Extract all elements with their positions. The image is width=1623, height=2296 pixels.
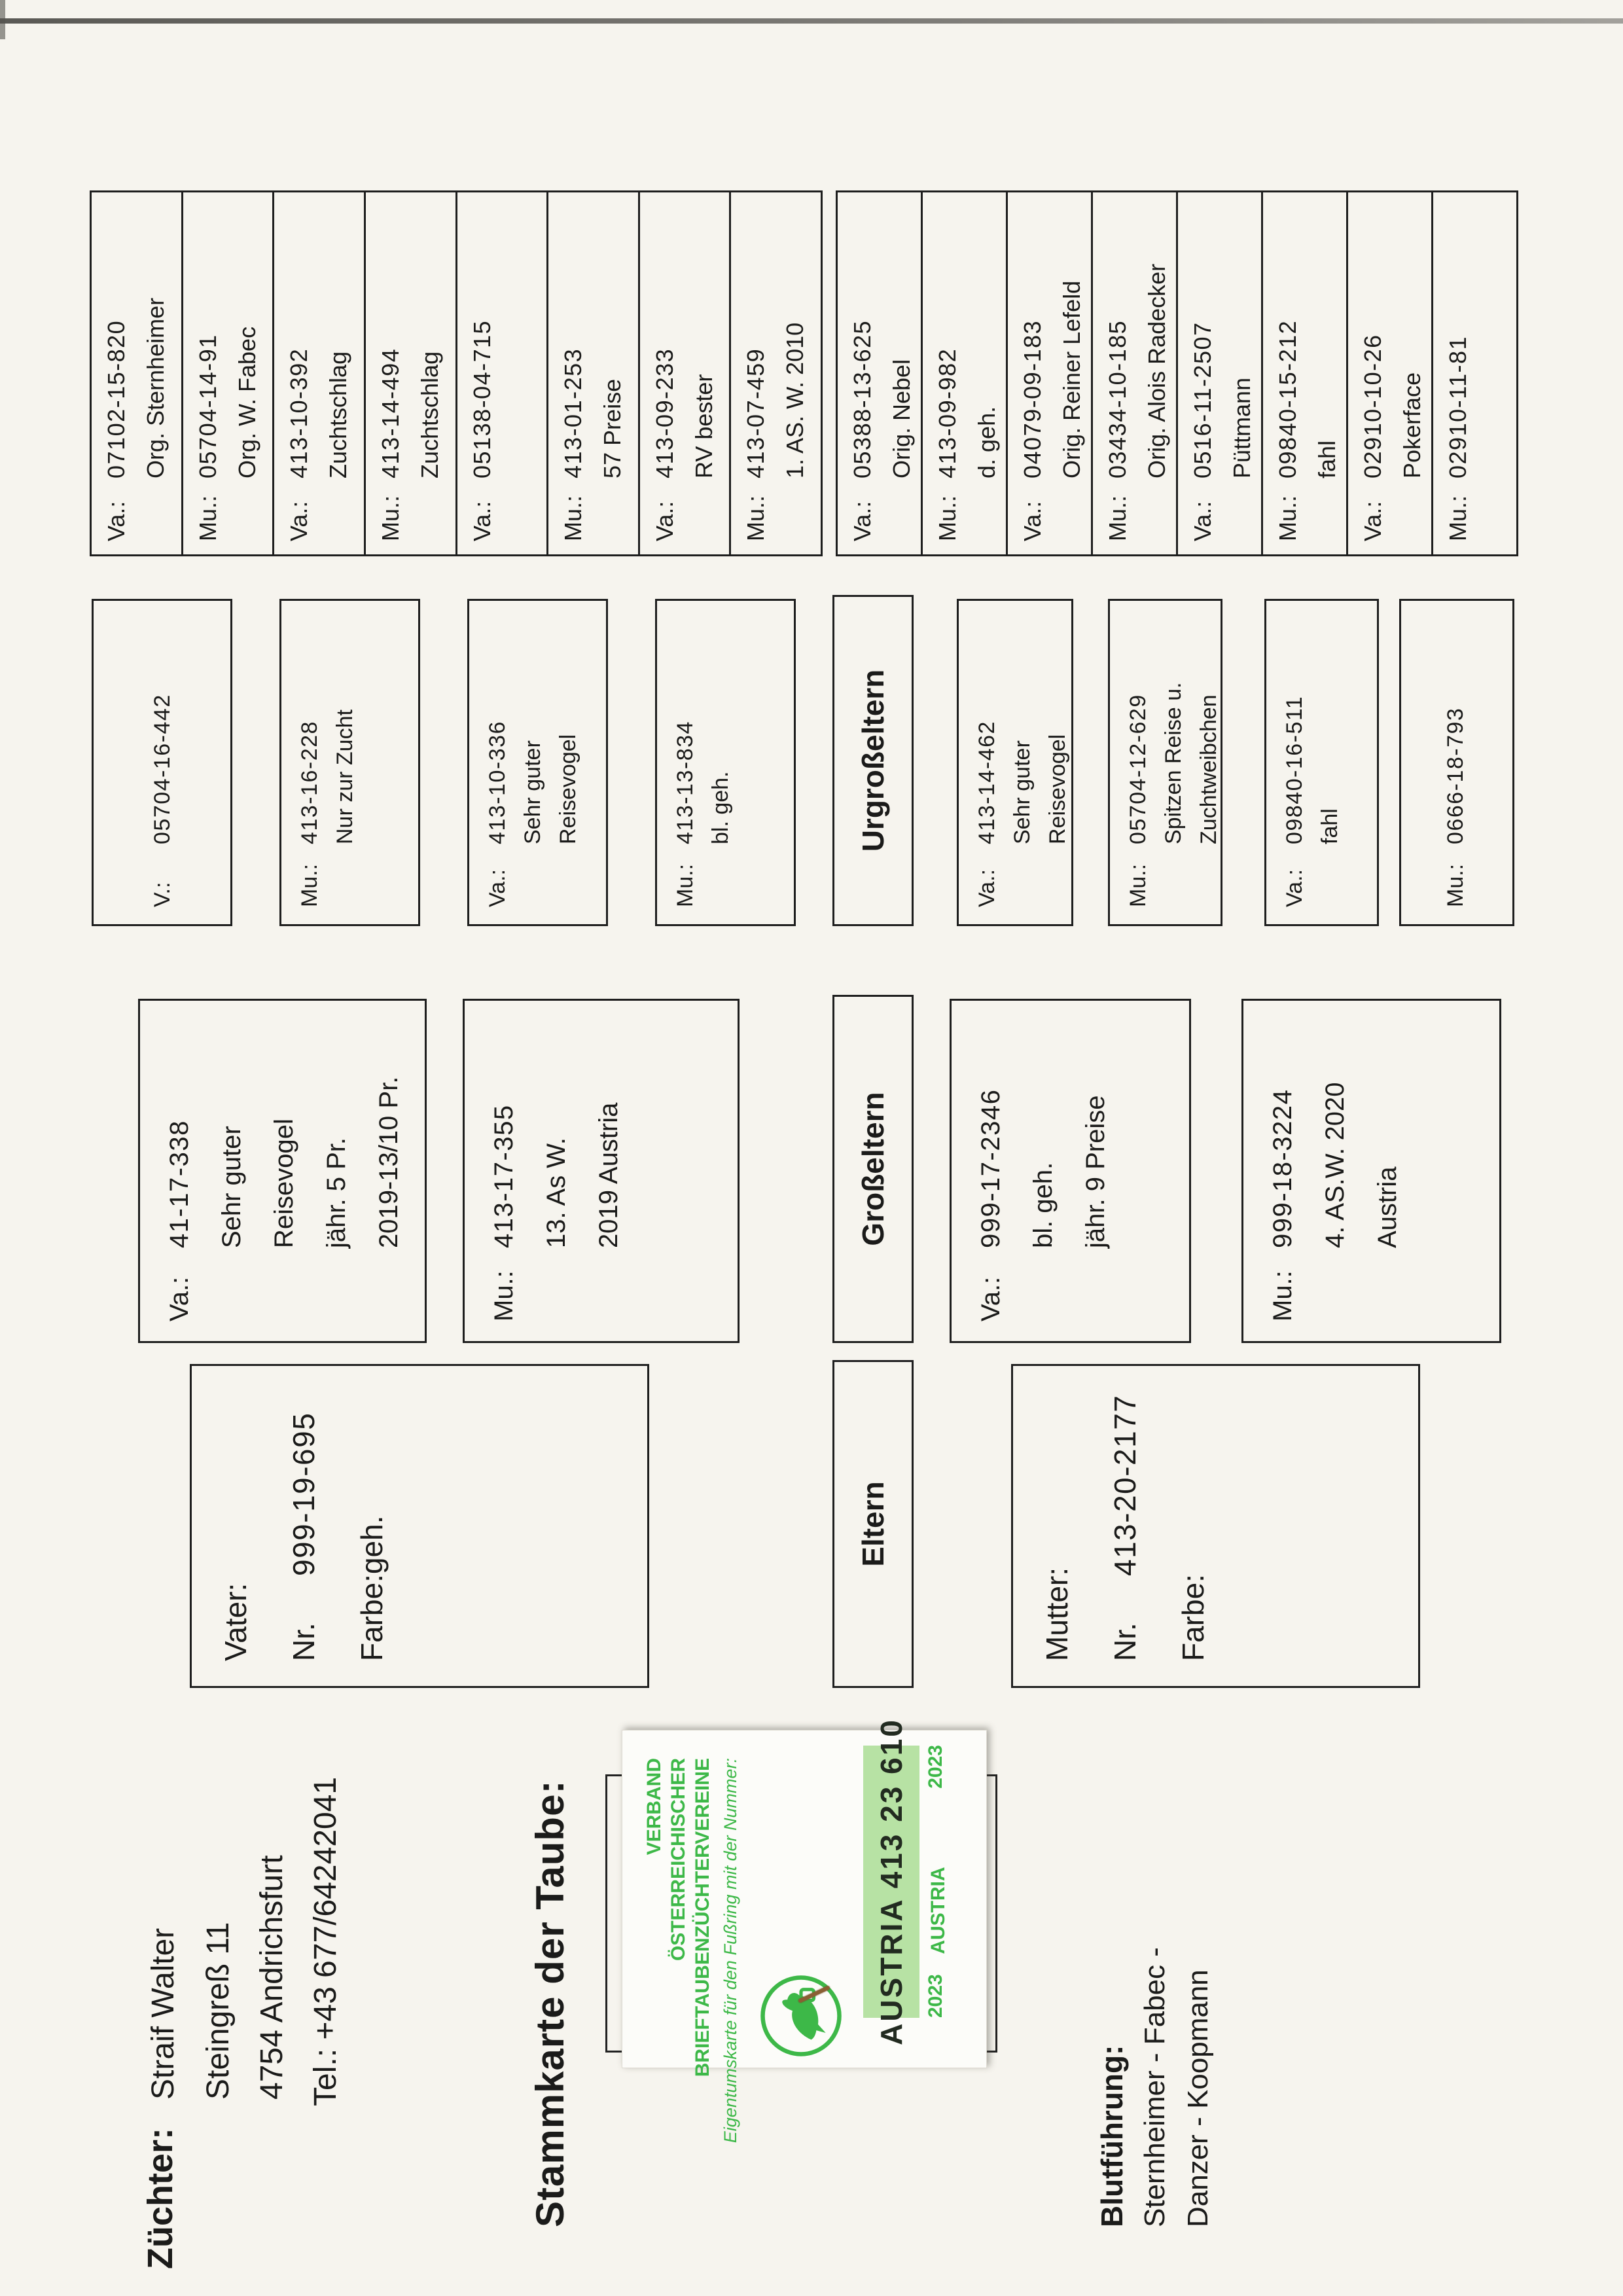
breeder-city: 4754 Andrichsfurt [255, 1855, 289, 2100]
pedigree-entry-number-line [554, 192, 593, 541]
pedigree-entry-number-line [1353, 192, 1393, 541]
great-great-grandparents-box-bottom [836, 190, 1518, 556]
parent-role-label: Mu.: [1104, 495, 1131, 541]
card-subtitle: Eigentumskarte für den Fußring mit der Nummer: [721, 1758, 740, 2144]
pedigree-entry-description: fahl [1317, 808, 1342, 844]
pedigree-entry-description: Nur zur Zucht [332, 709, 357, 844]
great-great-grandparent-cell [838, 192, 921, 554]
great-great-grandparent-cell [1091, 192, 1176, 554]
pedigree-entry-description: 57 Preise [599, 378, 626, 478]
great-great-grandparent-cell [1006, 192, 1091, 554]
parent-role-label: Mu.: [1126, 863, 1150, 907]
pigeon-logo-icon [758, 1973, 844, 2058]
pedigree-entry-description: Org. Sternheimer [142, 297, 169, 478]
pedigree-entry-number-line [292, 601, 327, 907]
pedigree-entry-description: 1. AS. W. 2010 [781, 322, 809, 478]
pedigree-entry-number-line [97, 192, 136, 541]
parent-role-label: Mu.: [560, 495, 587, 541]
parent-role-label: Mu.: [490, 1270, 518, 1321]
great-great-grandparent-cell [92, 192, 181, 554]
parent-role-label: Mu.: [673, 863, 698, 907]
pedigree-entry-number-line [188, 192, 228, 541]
bloodline-line-2: Danzer - Koopmann [1182, 1969, 1214, 2227]
pedigree-entry-number-line [1013, 192, 1052, 541]
pedigree-entry-description: fahl [1313, 440, 1340, 478]
pedigree-entry-description: Pokerface [1399, 372, 1425, 478]
parent-role-label: Mu.: [742, 495, 770, 541]
parent-role-label: Va.: [651, 501, 678, 541]
father-title: Vater: [219, 1583, 253, 1661]
ring-number-band [863, 1718, 919, 2045]
federation-line-3: BRIEFTAUBENZÜCHTERVEREINE [692, 1758, 713, 2077]
parent-role-label: Va.: [468, 501, 495, 541]
ring-number: 02910-11-81 [1444, 336, 1471, 478]
ring-number: 413-09-233 [651, 348, 678, 478]
parent-role-label: V.: [150, 882, 175, 907]
ring-number: 413-10-336 [485, 721, 510, 844]
pedigree-entry-number-line [1257, 1001, 1309, 1321]
parent-role-label: Va.: [285, 501, 313, 541]
parent-role-label: Va.: [1359, 501, 1386, 541]
pedigree-entry-description: bl. geh. [1029, 1162, 1058, 1248]
parent-role-label: Va.: [485, 869, 510, 907]
pedigree-entry-description: d. geh. [973, 406, 1000, 478]
great-grandparent-box-2 [279, 599, 420, 926]
pedigree-entry-number-line [969, 601, 1005, 907]
ring-number: 05388-13-625 [849, 319, 876, 478]
ring-number: 09840-16-511 [1282, 695, 1307, 844]
pedigree-entry-description: Orig. Nebel [888, 359, 915, 478]
pedigree-entry-description: 4. AS.W. 2020 [1321, 1082, 1349, 1248]
pedigree-entry-number-line [145, 601, 180, 907]
great-great-grandparent-cell [455, 192, 547, 554]
great-grandparent-box-5 [957, 599, 1073, 926]
father-ring-number: 999-19-695 [287, 1412, 321, 1576]
grandparent-box-2 [463, 999, 740, 1343]
pedigree-entry-description: Reisevogel [1045, 734, 1070, 844]
ring-number: 413-09-982 [934, 348, 961, 478]
parent-role-label: Mu.: [934, 495, 961, 541]
great-great-grandparent-cell [921, 192, 1006, 554]
federation-name [642, 1758, 715, 2077]
pedigree-entry-number-line [1183, 192, 1222, 541]
pedigree-entry-number-line [1120, 601, 1156, 907]
parent-role-label: Va.: [976, 1276, 1005, 1321]
ring-number: 07102-15-820 [103, 319, 130, 478]
bloodline-line-1: Sternheimer - Fabec - [1139, 1947, 1171, 2227]
great-great-grandparent-cell [1346, 192, 1431, 554]
ring-number: 413-14-462 [974, 721, 999, 844]
ring-number: 413-13-834 [673, 721, 698, 844]
ring-number: 09840-15-212 [1274, 319, 1301, 478]
ring-number: 0666-18-793 [1443, 707, 1468, 844]
great-grandparent-box-8 [1399, 599, 1514, 926]
parent-role-label: Mu.: [1268, 1270, 1297, 1321]
parent-role-label: Mu.: [1443, 863, 1468, 907]
pedigree-entry-number-line [153, 1001, 205, 1321]
parent-role-label: Va.: [1189, 501, 1216, 541]
father-color-row [354, 1366, 389, 1661]
great-great-grandparent-cell [272, 192, 364, 554]
ring-number: 413-14-494 [376, 348, 404, 478]
mother-title: Mutter: [1040, 1567, 1074, 1661]
breeder-phone: Tel.: +43 677/64242041 [308, 1776, 343, 2106]
pedigree-entry-description: Reisevogel [270, 1119, 298, 1248]
great-grandparent-box-3 [467, 599, 608, 926]
great-great-grandparent-cell [729, 192, 821, 554]
pedigree-entry-number-line [279, 192, 319, 541]
mother-color-row [1175, 1366, 1211, 1661]
pedigree-entry-description: 13. As W. [542, 1138, 571, 1248]
parent-role-label: Mu.: [1274, 495, 1301, 541]
parent-role-label: Va.: [849, 501, 876, 541]
great-grandparent-box-4 [655, 599, 796, 926]
ring-number: 999-18-3224 [1268, 1088, 1297, 1248]
federation-line-2: ÖSTERREICHISCHER [668, 1758, 689, 1962]
column-header-grosseltern [832, 995, 914, 1343]
parent-role-label: Mu.: [1444, 495, 1471, 541]
ring-number: 05704-14-91 [194, 334, 221, 478]
column-header-eltern [832, 1360, 914, 1688]
ring-number: 413-16-228 [297, 721, 322, 844]
ring-number: 04079-09-183 [1019, 319, 1046, 478]
parent-role-label: Mu.: [376, 495, 404, 541]
breeder-street: Steingreß 11 [201, 1922, 236, 2100]
great-grandparent-box-1 [92, 599, 232, 926]
mother-ring-number: 413-20-2177 [1108, 1394, 1142, 1576]
pedigree-entry-description: Orig. Alois Radecker [1143, 263, 1170, 478]
pedigree-entry-number-line [843, 192, 882, 541]
ring-ownership-card [622, 1718, 987, 2144]
parent-role-label: Va.: [1282, 869, 1307, 907]
ring-number: AUSTRIA 413 23 610 [874, 1718, 908, 2045]
ring-number: 413-01-253 [560, 348, 587, 478]
pedigree-entry-number-line [1268, 192, 1308, 541]
pedigree-entry-number-line [965, 1001, 1017, 1321]
federation-line-1: VERBAND [643, 1758, 665, 1856]
mother-nr-label: Nr. [1108, 1623, 1142, 1661]
ring-number: 41-17-338 [165, 1120, 194, 1248]
father-color-value: geh. [355, 1515, 389, 1575]
year-right: 2023 [925, 1745, 946, 1789]
header-eltern-label: Eltern [856, 1481, 890, 1567]
pedigree-entry-description: Orig. Reiner Lefeld [1058, 280, 1085, 478]
column-header-urgrosseltern [832, 595, 914, 926]
pedigree-entry-description: 2019 Austria [594, 1102, 623, 1248]
great-great-grandparents-box-top [90, 190, 823, 556]
father-color-label: Farbe: [355, 1574, 389, 1661]
pedigree-entry-number-line [645, 192, 685, 541]
ring-number: 999-17-2346 [976, 1088, 1005, 1248]
pedigree-entry-number-line [1277, 601, 1312, 907]
ring-number: 0516-11-2507 [1189, 321, 1216, 478]
pedigree-entry-number-line [1438, 192, 1478, 541]
great-great-grandparent-cell [638, 192, 730, 554]
parent-role-label: Va.: [1019, 501, 1046, 541]
grandparent-box-3 [950, 999, 1191, 1343]
pedigree-entry-description: Püttmann [1228, 377, 1255, 478]
ring-number: 03434-10-185 [1104, 319, 1131, 478]
pedigree-entry-description: Org. W. Fabec [233, 326, 260, 478]
father-nr-label: Nr. [287, 1623, 321, 1661]
pedigree-entry-description: jähr. 9 Preise [1081, 1095, 1110, 1248]
great-grandparent-box-6 [1108, 599, 1222, 926]
pedigree-entry-description: 2019-13/10 Pr. [374, 1076, 403, 1248]
pedigree-entry-description: Austria [1373, 1166, 1402, 1248]
mother-box [1011, 1364, 1420, 1688]
parent-role-label: Va.: [974, 869, 999, 907]
pedigree-entry-number-line [736, 192, 776, 541]
pedigree-entry-number-line [371, 192, 410, 541]
pedigree-entry-number-line [463, 192, 502, 541]
pedigree-entry-number-line [928, 192, 967, 541]
great-great-grandparent-cell [1261, 192, 1346, 554]
grandparent-box-4 [1241, 999, 1501, 1343]
ring-number: 413-10-392 [285, 348, 313, 478]
pedigree-entry-description: Zuchtschlag [416, 351, 443, 478]
ring-number: 05704-12-629 [1126, 694, 1150, 844]
father-box [190, 1364, 649, 1688]
pedigree-entry-description: Zuchtschlag [325, 351, 352, 478]
page-title: Stammkarte der Taube: [528, 1780, 572, 2227]
parent-role-label: Mu.: [194, 495, 221, 541]
parent-role-label: Va.: [103, 501, 130, 541]
grandparent-box-1 [138, 999, 427, 1343]
pedigree-entry-description: jähr. 5 Pr. [322, 1138, 351, 1248]
year-left: 2023 [925, 1974, 946, 2018]
header-urgrosseltern-label: Urgroßeltern [856, 669, 890, 852]
ring-number: 02910-10-26 [1359, 334, 1386, 478]
great-great-grandparent-cell [1176, 192, 1261, 554]
pedigree-entry-number-line [480, 601, 515, 907]
pedigree-entry-number-line [668, 601, 703, 907]
ring-number: 413-17-355 [490, 1104, 518, 1248]
great-great-grandparent-cell [546, 192, 638, 554]
ring-number: 413-07-459 [742, 348, 770, 478]
pedigree-entry-number-line [1098, 192, 1137, 541]
mother-number-row [1107, 1366, 1143, 1661]
great-grandparent-box-7 [1264, 599, 1379, 926]
pedigree-entry-description: Spitzen Reise u. [1161, 682, 1186, 844]
ring-number: 05138-04-715 [468, 319, 495, 478]
header-grosseltern-label: Großeltern [856, 1092, 890, 1246]
pedigree-entry-description: Sehr guter [520, 740, 545, 844]
pedigree-entry-description: Reisevogel [556, 734, 580, 844]
mother-color-label: Farbe: [1176, 1574, 1210, 1661]
pedigree-entry-description: Sehr guter [217, 1126, 246, 1248]
pedigree-entry-number-line [478, 1001, 530, 1321]
ring-number: 05704-16-442 [150, 694, 175, 844]
great-great-grandparent-cell [181, 192, 273, 554]
father-number-row [286, 1366, 321, 1661]
great-great-grandparent-cell [1431, 192, 1516, 554]
country-label: AUSTRIA [927, 1867, 949, 1954]
parent-role-label: Mu.: [297, 863, 322, 907]
bloodline-label: Blutführung: [1095, 2045, 1129, 2227]
breeder-label: Züchter: [141, 2128, 180, 2269]
breeder-name: Straif Walter [146, 1928, 181, 2100]
pedigree-entry-description: RV bester [690, 374, 717, 478]
parent-role-label: Va.: [165, 1276, 194, 1321]
pedigree-entry-number-line [1438, 601, 1473, 907]
pedigree-entry-description: bl. geh. [708, 771, 733, 844]
pedigree-entry-description: Sehr guter [1010, 740, 1035, 844]
pedigree-entry-description: Zuchtweibchen [1196, 694, 1221, 844]
great-great-grandparent-cell [364, 192, 455, 554]
